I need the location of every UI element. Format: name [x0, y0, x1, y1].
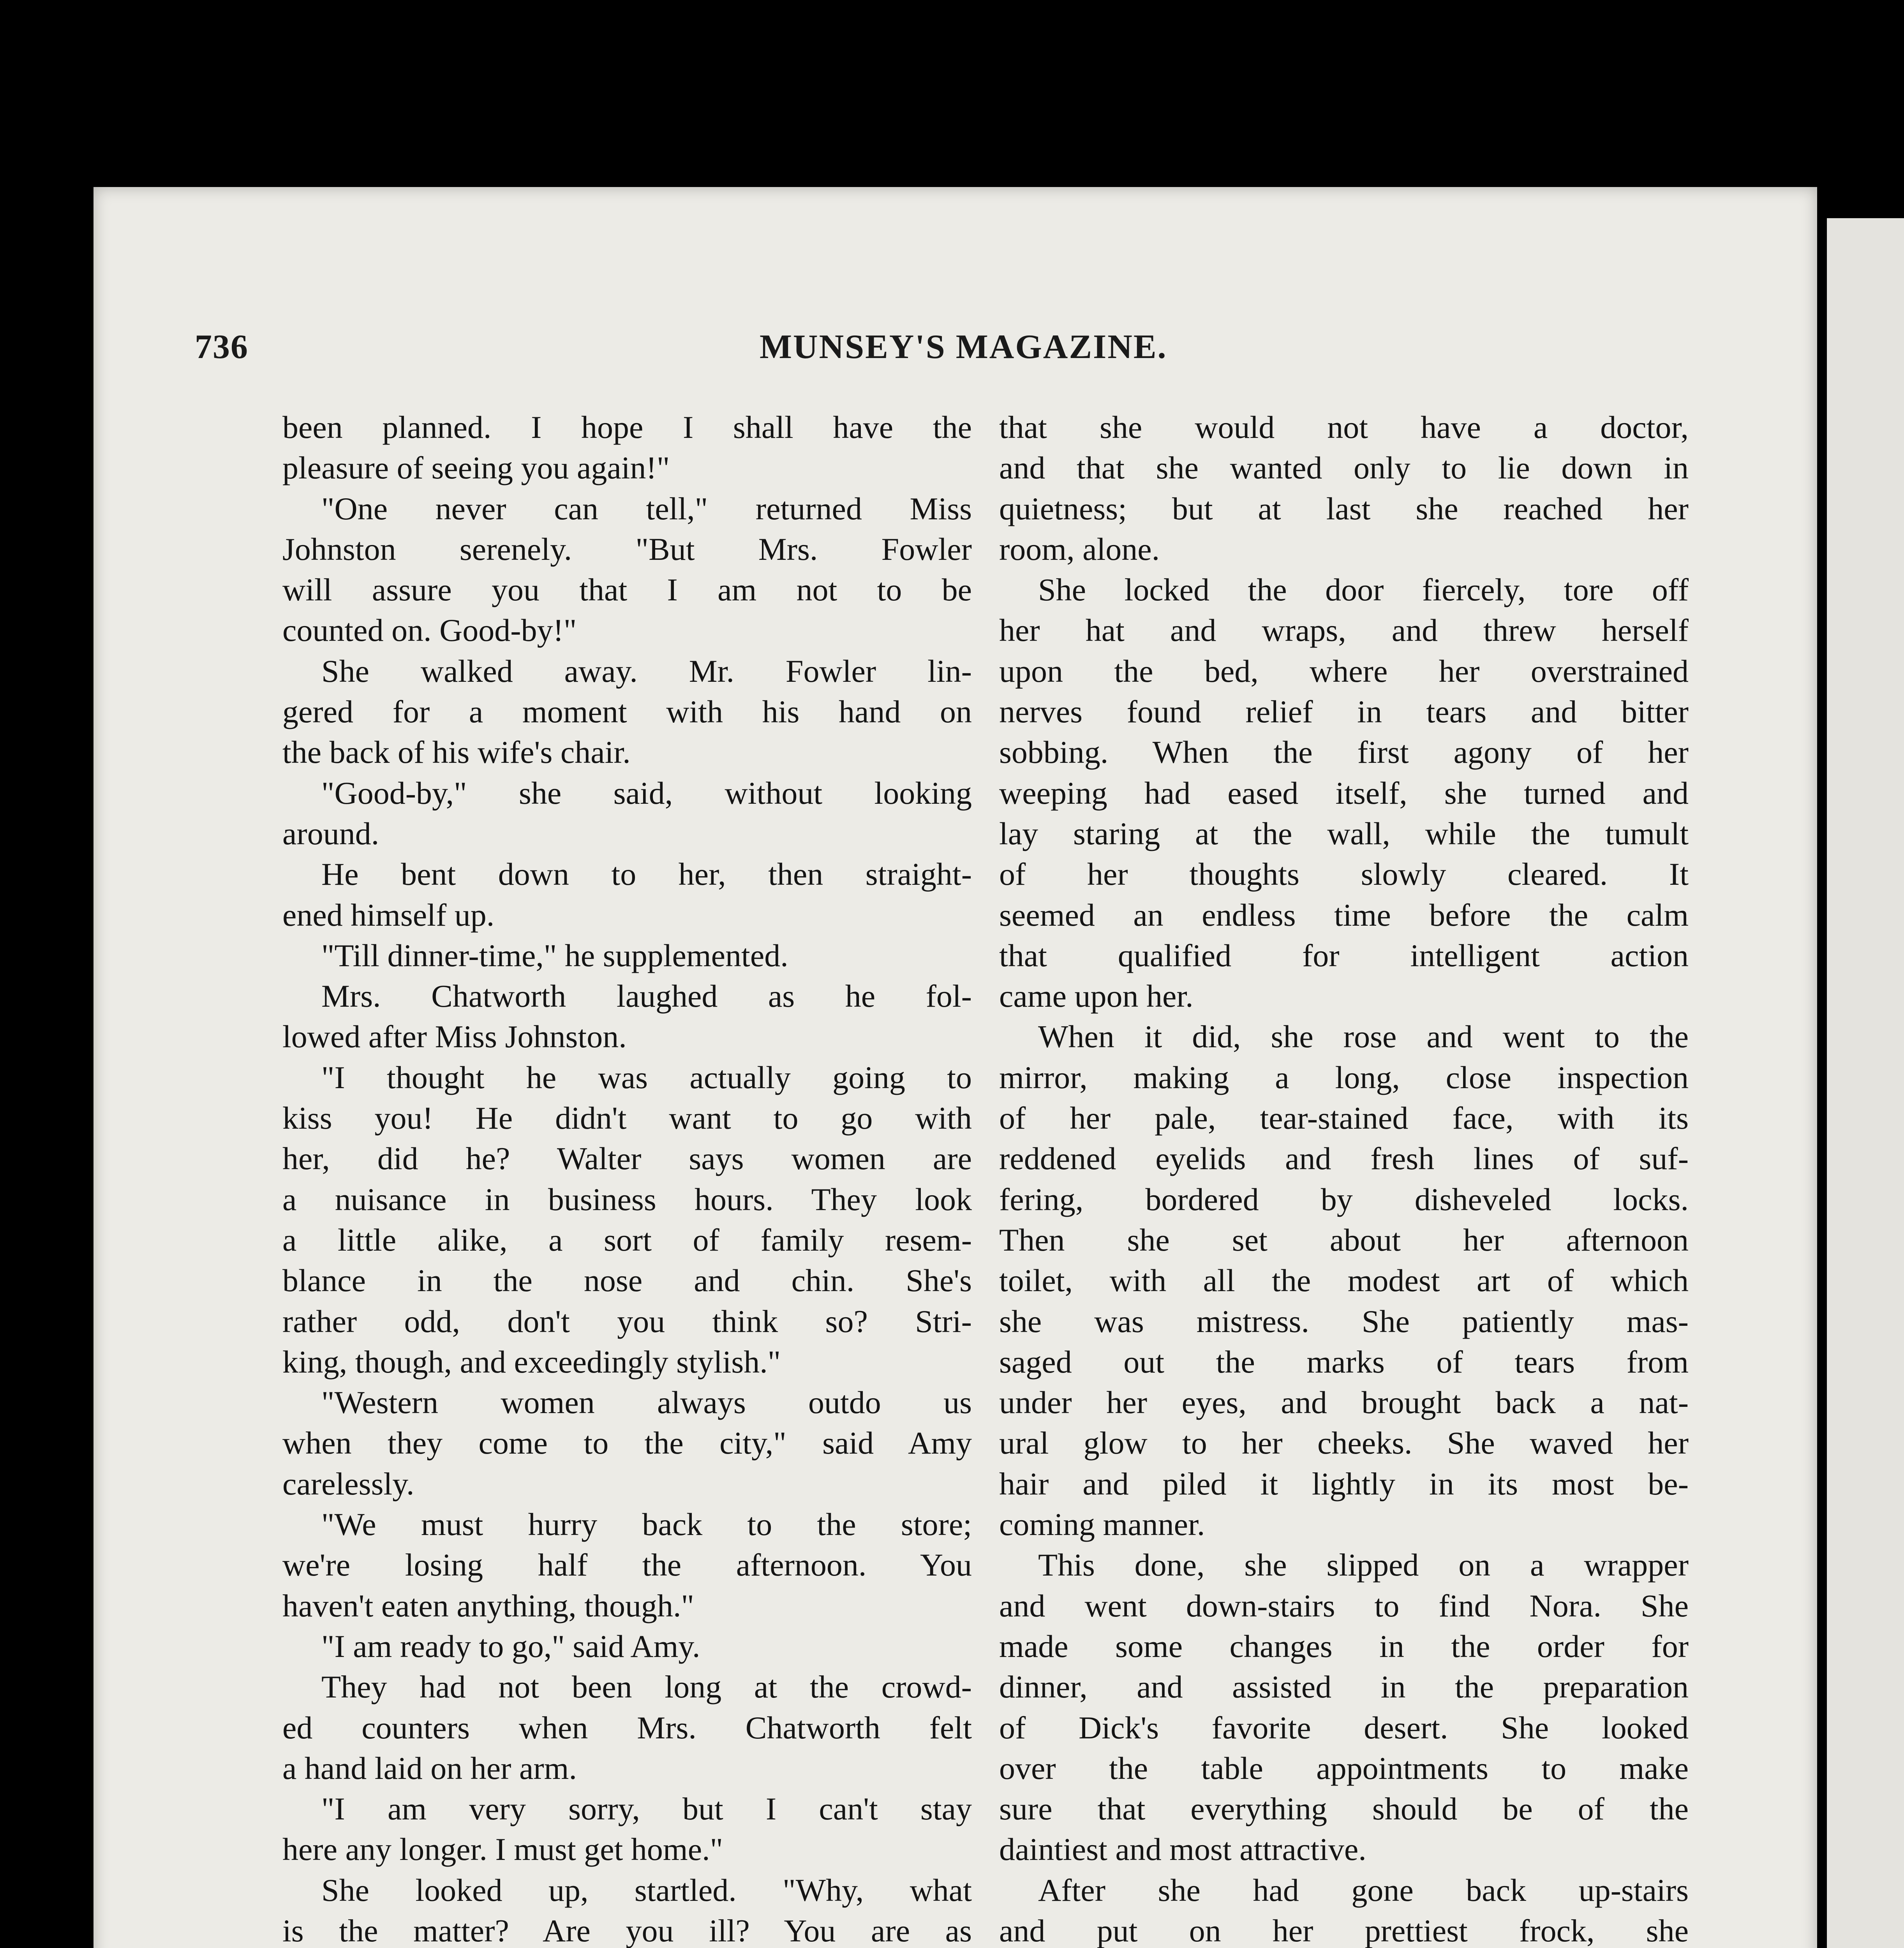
text-line: "Western women always outdo us — [321, 1385, 972, 1420]
text-line: She walked away. Mr. Fowler lin- — [321, 653, 972, 689]
text-line: been planned. I hope I shall have the — [282, 409, 972, 445]
text-line: over the table appointments to make — [999, 1750, 1689, 1786]
text-line: She locked the door fiercely, tore off — [1038, 572, 1689, 608]
text-line: Johnston serenely. "But Mrs. Fowler — [282, 531, 972, 567]
text-line: They had not been long at the crowd- — [321, 1669, 972, 1705]
text-line: upon the bed, where her overstrained — [999, 653, 1689, 689]
text-line: coming manner. — [999, 1507, 1205, 1542]
text-line: we're losing half the afternoon. You — [282, 1547, 972, 1583]
text-line: "I am ready to go," said Amy. — [321, 1628, 700, 1664]
text-line: "We must hurry back to the store; — [321, 1507, 972, 1542]
right-text-column — [999, 407, 1689, 1948]
page-number: 736 — [195, 328, 249, 366]
text-line: toilet, with all the modest art of which — [999, 1263, 1689, 1299]
text-line: the back of his wife's chair. — [282, 734, 631, 770]
text-line: king, though, and exceedingly stylish." — [282, 1344, 781, 1380]
text-line: ed counters when Mrs. Chatworth felt — [282, 1710, 972, 1745]
text-line: ural glow to her cheeks. She waved her — [999, 1425, 1689, 1461]
text-line: is the matter? Are you ill? You are as — [282, 1913, 972, 1948]
text-line: haven't eaten anything, though." — [282, 1588, 695, 1623]
text-line: "I am very sorry, but I can't stay — [321, 1791, 972, 1827]
text-line: sobbing. When the first agony of her — [999, 734, 1689, 770]
text-line: dinner, and assisted in the preparation — [999, 1669, 1689, 1705]
text-line: daintiest and most attractive. — [999, 1832, 1366, 1867]
text-line: kiss you! He didn't want to go with — [282, 1100, 972, 1136]
text-line: "Till dinner-time," he supplemented. — [321, 937, 788, 973]
text-line: a hand laid on her arm. — [282, 1750, 577, 1786]
page-header — [195, 327, 1683, 378]
text-line: blance in the nose and chin. She's — [282, 1263, 972, 1299]
text-line: came upon her. — [999, 978, 1194, 1014]
text-line: counted on. Good-by!" — [282, 612, 577, 648]
text-line: and that she wanted only to lie down in — [999, 450, 1689, 486]
text-line: fering, bordered by disheveled locks. — [999, 1181, 1689, 1217]
text-line: around. — [282, 815, 379, 851]
text-line: that she would not have a doctor, — [999, 409, 1689, 445]
text-line: quietness; but at last she reached her — [999, 491, 1689, 526]
text-line: mirror, making a long, close inspection — [999, 1059, 1689, 1095]
text-line: and went down-stairs to find Nora. She — [999, 1588, 1689, 1623]
text-line: when they come to the city," said Amy — [282, 1425, 972, 1461]
text-line: nerves found relief in tears and bitter — [999, 694, 1689, 730]
left-text-column — [282, 407, 972, 1948]
text-line: seemed an endless time before the calm — [999, 897, 1689, 933]
text-line: a little alike, a sort of family resem- — [282, 1222, 972, 1258]
text-line: When it did, she rose and went to the — [1038, 1019, 1689, 1055]
text-line: pleasure of seeing you again!" — [282, 450, 670, 486]
text-line: Then she set about her afternoon — [999, 1222, 1689, 1258]
text-line: After she had gone back up-stairs — [1038, 1872, 1689, 1908]
text-line: carelessly. — [282, 1466, 414, 1502]
text-line: a nuisance in business hours. They look — [282, 1181, 972, 1217]
text-line: here any longer. I must get home." — [282, 1832, 723, 1867]
text-line: under her eyes, and brought back a nat- — [999, 1385, 1689, 1420]
adjacent-page-edge — [1827, 218, 1904, 1948]
text-line: reddened eyelids and fresh lines of suf- — [999, 1141, 1689, 1177]
text-line: "One never can tell," returned Miss — [321, 491, 972, 526]
text-line: "Good-by," she said, without looking — [321, 775, 972, 811]
text-line: room, alone. — [999, 531, 1160, 567]
text-line: sure that everything should be of the — [999, 1791, 1689, 1827]
text-line: lay staring at the wall, while the tumult — [999, 815, 1689, 851]
text-line: lowed after Miss Johnston. — [282, 1019, 627, 1055]
text-line: She looked up, startled. "Why, what — [321, 1872, 972, 1908]
text-line: saged out the marks of tears from — [999, 1344, 1689, 1380]
text-line: gered for a moment with his hand on — [282, 694, 972, 730]
text-line: This done, she slipped on a wrapper — [1038, 1547, 1689, 1583]
running-head: MUNSEY'S MAGAZINE. — [760, 328, 1167, 366]
text-line: hair and piled it lightly in its most be- — [999, 1466, 1689, 1502]
text-line: will assure you that I am not to be — [282, 572, 972, 608]
text-line: she was mistress. She patiently mas- — [999, 1303, 1689, 1339]
text-line: of her pale, tear-stained face, with its — [999, 1100, 1689, 1136]
text-line: made some changes in the order for — [999, 1628, 1689, 1664]
text-line: her hat and wraps, and threw herself — [999, 612, 1689, 648]
text-line: and put on her prettiest frock, she — [999, 1913, 1689, 1948]
text-line: of Dick's favorite desert. She looked — [999, 1710, 1689, 1745]
text-line: ened himself up. — [282, 897, 495, 933]
text-line: weeping had eased itself, she turned and — [999, 775, 1689, 811]
text-line: "I thought he was actually going to — [321, 1059, 972, 1095]
text-line: of her thoughts slowly cleared. It — [999, 856, 1689, 892]
text-line: He bent down to her, then straight- — [321, 856, 972, 892]
text-line: her, did he? Walter says women are — [282, 1141, 972, 1177]
text-line: rather odd, don't you think so? Stri- — [282, 1303, 972, 1339]
text-line: that qualified for intelligent action — [999, 937, 1689, 973]
text-line: Mrs. Chatworth laughed as he fol- — [321, 978, 972, 1014]
